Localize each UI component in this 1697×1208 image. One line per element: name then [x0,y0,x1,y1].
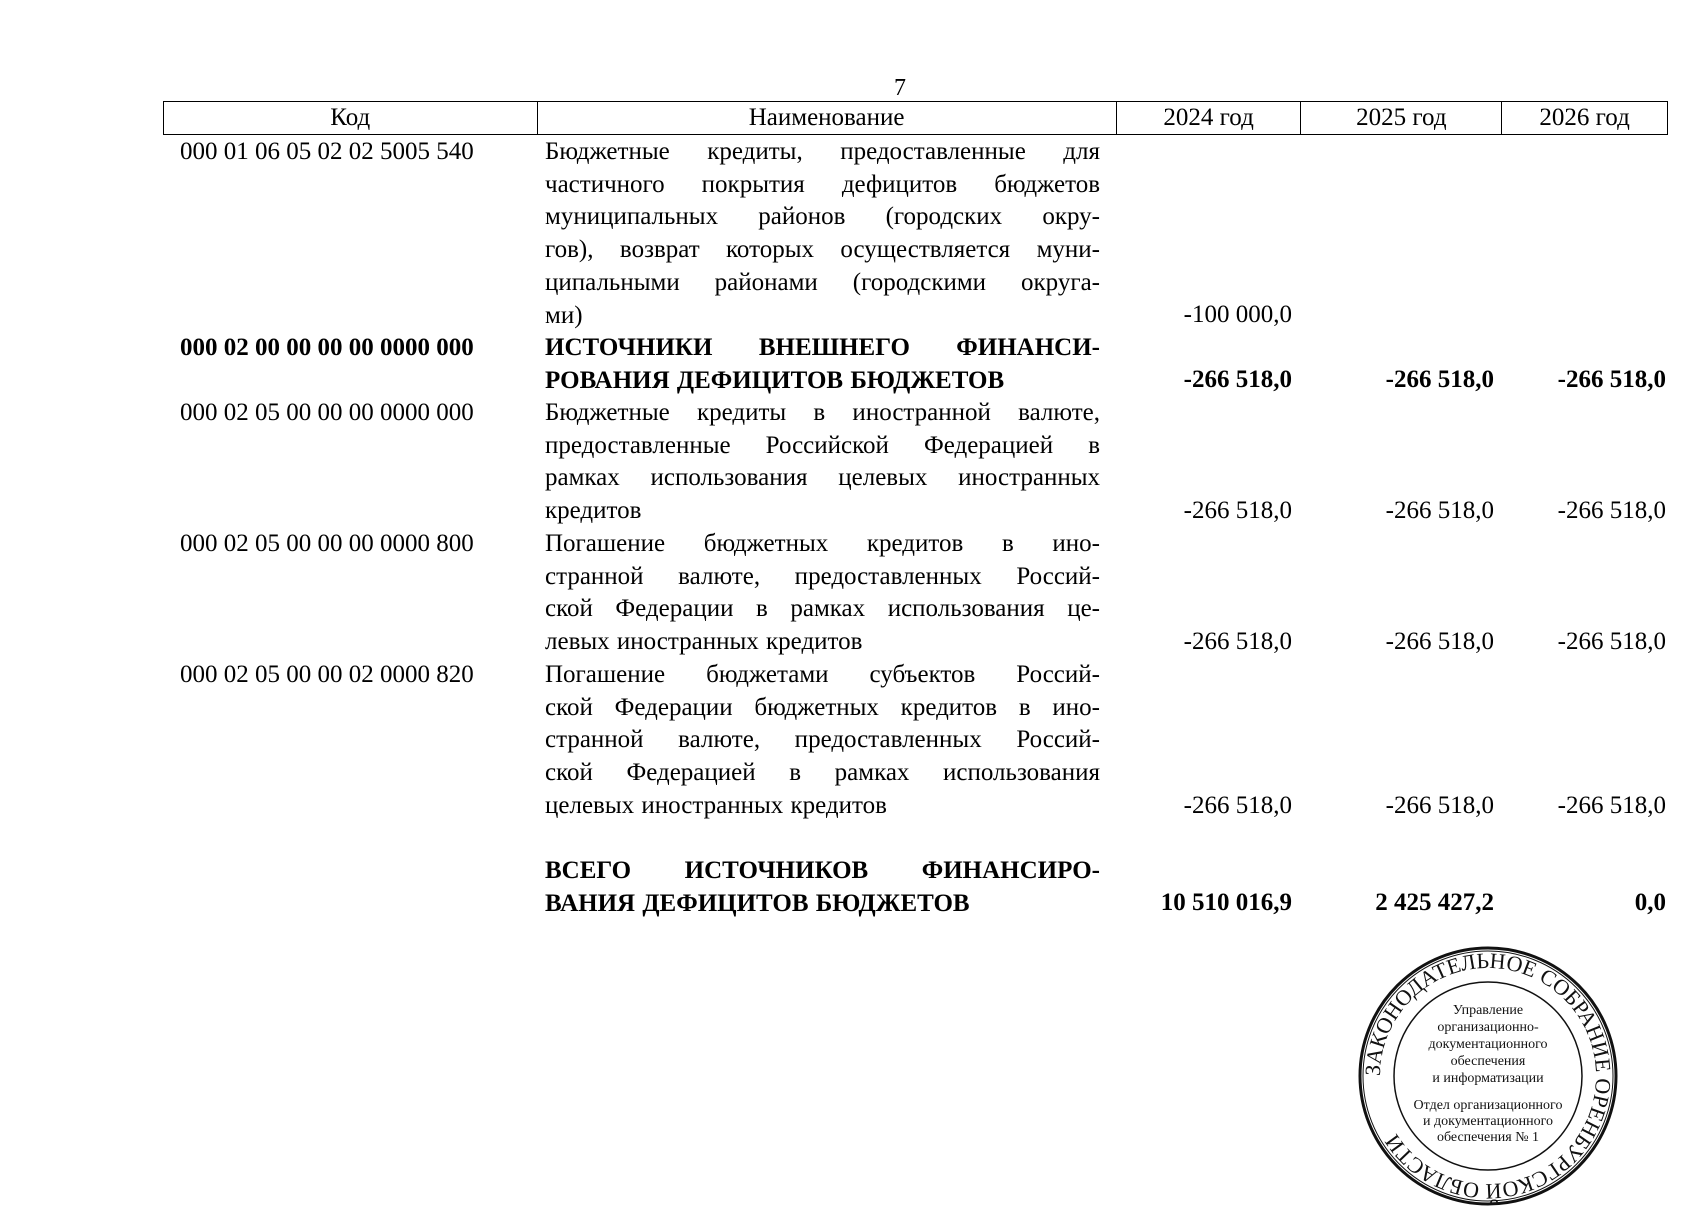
value-2026: -266 518,0 [1557,366,1666,394]
row-name-line: странной валюте, предоставленных Россий- [545,562,1100,590]
value-2024: -266 518,0 [1183,628,1292,656]
seal-ring-text: ЗАКОНОДАТЕЛЬНОЕ СОБРАНИЕ ОРЕНБУРГСКОЙ ОБЛАСТИ [1359,947,1617,1205]
row-name [545,397,1100,528]
value-2024: 10 510 016,9 [1160,889,1292,917]
row-name [545,528,1100,659]
value-2025: -266 518,0 [1385,497,1494,525]
row-name-line: целевых иностранных кредитов [545,791,887,819]
header-2024: 2024 год [1116,102,1301,134]
value-2024: -100 000,0 [1183,301,1292,329]
row-code: 000 02 05 00 00 02 0000 820 [180,661,474,688]
row-name-line: Погашение бюджетами субъектов Россий- [545,661,1100,688]
row-name-line: ской Федерации бюджетных кредитов в ино- [545,693,1100,721]
seal-inner-text: и информатизации [1432,1071,1544,1086]
seal-inner-text: документационного [1428,1037,1548,1052]
value-2024: -266 518,0 [1183,366,1292,394]
header-2026: 2026 год [1501,102,1667,134]
row-name-line: странной валюте, предоставленных Россий- [545,726,1100,754]
row-name-line: частичного покрытия дефицитов бюджетов [545,170,1100,198]
table-row-total [0,855,1697,920]
row-name-line: ской Федерацией в рамках использования [545,759,1100,787]
seal-inner-text: обеспечения № 1 [1436,1130,1540,1145]
value-2026: -266 518,0 [1557,497,1666,525]
header-name: Наименование [537,102,1116,134]
row-name-line: муниципальных районов (городских окру- [545,203,1100,231]
row-name-line: Бюджетные кредиты в иностранной валюте, [545,399,1100,426]
seal-inner-text: обеспечения [1450,1054,1526,1069]
table-row [0,397,1697,528]
table-row [0,332,1697,397]
seal-inner-text: Отдел организационного [1413,1098,1563,1113]
row-code: 000 01 06 05 02 02 5005 540 [180,138,474,165]
value-2025: -266 518,0 [1385,366,1494,394]
row-name-line: РОВАНИЯ ДЕФИЦИТОВ БЮДЖЕТОВ [545,366,1005,394]
value-2024: -266 518,0 [1183,792,1292,820]
row-name-line: ципальными районами (городскими округа- [545,268,1100,296]
value-2025: -266 518,0 [1385,628,1494,656]
row-name-line: ВАНИЯ ДЕФИЦИТОВ БЮДЖЕТОВ [545,889,970,917]
row-name-line: ИСТОЧНИКИ ВНЕШНЕГО ФИНАНСИ- [545,334,1100,361]
value-2024: -266 518,0 [1183,497,1292,525]
row-code: 000 02 05 00 00 00 0000 000 [180,399,474,426]
row-name [545,855,1100,920]
row-name [545,136,1100,332]
value-2026: 0,0 [1634,889,1666,917]
value-2025: 2 425 427,2 [1375,889,1494,917]
row-name-line: гов), возврат которых осуществляется муни- [545,236,1100,264]
table-row [0,659,1697,823]
row-code: 000 02 05 00 00 00 0000 800 [180,530,474,557]
row-name-line: ми) [545,301,583,329]
row-name-line: Погашение бюджетных кредитов в ино- [545,530,1100,557]
seal-inner-text: и документационного [1423,1114,1553,1129]
seal-inner-text: организационно- [1437,1020,1539,1035]
row-name-line: левых иностранных кредитов [545,628,863,656]
row-name-line: кредитов [545,497,642,525]
value-2026: -266 518,0 [1557,792,1666,820]
row-name [545,332,1100,397]
row-name-line: Бюджетные кредиты, предоставленные для [545,138,1100,165]
page-number: 7 [894,75,906,101]
row-code: 000 02 00 00 00 00 0000 000 [180,334,474,361]
value-2025: -266 518,0 [1385,792,1494,820]
row-name-line: рамках использования целевых иностранных [545,464,1100,492]
official-seal [1356,944,1620,1208]
table-header [163,101,1668,135]
header-code: Код [330,104,371,131]
row-name-line: ВСЕГО ИСТОЧНИКОВ ФИНАНСИРО- [545,857,1100,884]
seal-inner-text: Управление [1452,1003,1524,1018]
value-2026: -266 518,0 [1557,628,1666,656]
row-name [545,659,1100,823]
table-row [0,528,1697,659]
row-name-line: предоставленные Российской Федерацией в [545,431,1100,459]
table-row [0,136,1697,332]
row-name-line: ской Федерации в рамках использования це- [545,595,1100,623]
header-2025: 2025 год [1300,102,1501,134]
